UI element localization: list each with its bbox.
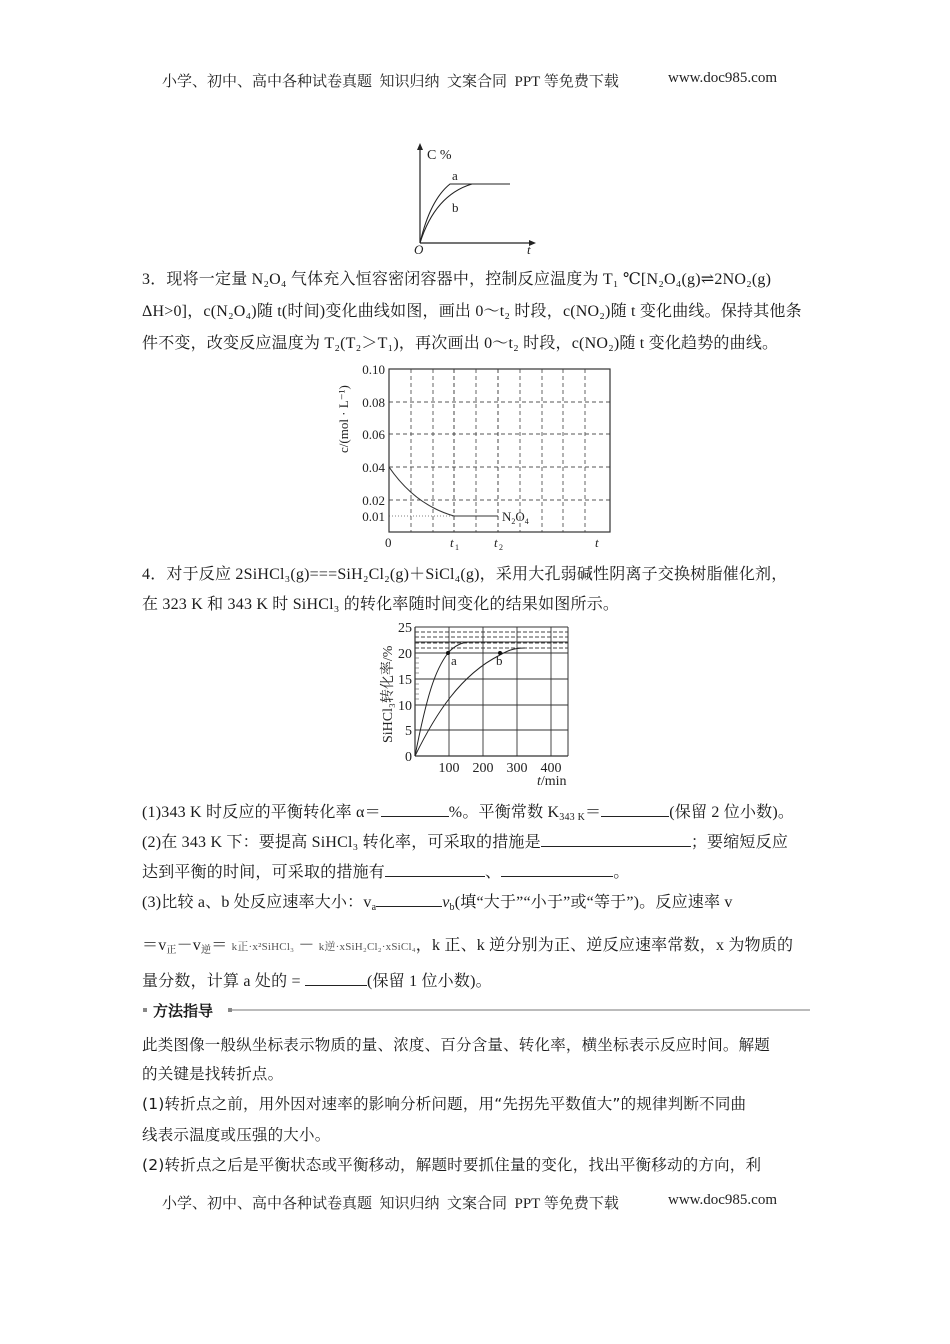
q4-sub2-line2: 达到平衡的时间，可采取的措施有 、 。 <box>142 864 630 881</box>
chart1-ylabel: C % <box>427 148 452 163</box>
chart3-ylabel: SiHCl₃转化率/% <box>381 645 396 743</box>
svg-text:200: 200 <box>472 761 494 776</box>
chart2-xtick-0: 0 <box>385 535 392 550</box>
chart2-ytick: 0.04 <box>362 460 385 475</box>
svg-text:5: 5 <box>405 724 412 739</box>
chart2-xtick-t2: t <box>494 535 498 550</box>
q4-sub3-line1: (3)比较 a、b 处反应速率大小：$v_a$ $v_b$(填“大于”“小于”或“等于”)。反应速率 v <box>142 894 733 913</box>
page-header-left: 小学、初中、高中各种试卷真题 知识归纳 文案合同 PPT 等免费下载 <box>162 74 619 90</box>
chart2-ytick: 0.08 <box>362 395 385 410</box>
chart2-ytick: 0.01 <box>362 509 385 524</box>
chart-sihcl3-conversion <box>375 615 580 790</box>
q4-sub3-formula: $=v_正-v_逆= k$正·x²SiHCl₃ － k逆·xSiH₂Cl₂·xSiCl₄，k 正、k 逆分别为正、逆反应速率常数，x 为物质的 <box>142 937 794 956</box>
chart3-xlabel: t/min <box>537 774 567 789</box>
method-bullet-left <box>143 1008 147 1012</box>
method-p1: 此类图像一般纵坐标表示物质的量、浓度、百分含量、转化率，横坐标表示反应时间。解题 <box>142 1036 771 1054</box>
method-p3: (1)转折点之前，用外因对速率的影响分析问题，用“先拐先平数值大”的规律判断不同曲 <box>142 1095 747 1113</box>
method-divider <box>232 1009 810 1011</box>
chart2-xtick-t1: t <box>450 535 454 550</box>
answer-blank-k[interactable] <box>601 802 669 817</box>
q3-line1: 3．现将一定量 N₂O₄ 气体充入恒容密闭容器中，控制反应温度为 T₁ ℃[N₂O₄(g)⇌2NO₂(g) <box>142 271 772 288</box>
svg-text:25: 25 <box>398 621 412 636</box>
page-footer-url: www.doc985.com <box>668 1192 778 1208</box>
chart2-xtick-t: t <box>595 535 599 550</box>
method-p2: 的关键是找转折点。 <box>142 1065 284 1083</box>
q3-line2: ΔH>0]，c(N₂O₄)随 t(时间)变化曲线如图，画出 0～t₂ 时段，c(NO₂)随 t 变化曲线。保持其他条 <box>142 303 802 320</box>
chart3-label-a: a <box>451 653 457 668</box>
chart1-origin: O <box>414 242 424 255</box>
method-p4: 线表示温度或压强的大小。 <box>142 1126 331 1144</box>
point-a <box>446 651 450 655</box>
answer-blank-ratio[interactable] <box>305 971 367 986</box>
q4-line1: 4．对于反应 2SiHCl₃(g)===SiH₂Cl₂(g)＋SiCl₄(g)，采用大孔弱碱性阴离子交换树脂催化剂， <box>142 566 788 583</box>
chart3-label-b: b <box>496 653 503 668</box>
answer-blank-measure-3[interactable] <box>501 862 613 877</box>
answer-blank-alpha[interactable] <box>381 802 449 817</box>
q4-line2: 在 323 K 和 343 K 时 SiHCl₃ 的转化率随时间变化的结果如图所示。 <box>142 596 620 613</box>
chart2-ytick: 0.02 <box>362 493 385 508</box>
chart1-label-b: b <box>452 200 459 215</box>
chart-n2o4-concentration <box>330 355 630 555</box>
q3-line3: 件不变，改变反应温度为 T₂(T₂＞T₁)，再次画出 0～t₂ 时段，c(NO₂)随 t 变化趋势的曲线。 <box>142 335 779 352</box>
q4-sub1: (1)343 K 时反应的平衡转化率 α＝ %。平衡常数 $K_{343 K}=$ (保留 2 位小数)。 <box>142 804 795 823</box>
chart2-ytick: 0.10 <box>362 362 385 377</box>
formula-term-reverse: k逆·xSiH₂Cl₂·xSiCl₄ <box>318 941 416 953</box>
chart2-series-label: $N_2O_4$ <box>502 509 529 526</box>
svg-text:2: 2 <box>499 543 503 552</box>
method-title: 方法指导 <box>153 1002 214 1020</box>
svg-text:15: 15 <box>398 673 412 688</box>
answer-blank-compare[interactable] <box>376 892 442 907</box>
svg-text:20: 20 <box>398 647 412 662</box>
svg-text:100: 100 <box>438 761 460 776</box>
page-header-url: www.doc985.com <box>668 70 778 86</box>
chart2-ylabel: c/(mol · L⁻¹) <box>336 385 351 453</box>
q4-sub2-line1: (2)在 343 K 下：要提高 SiHCl₃ 转化率，可采取的措施是 ；要缩短反应 <box>142 834 789 851</box>
svg-text:300: 300 <box>506 761 528 776</box>
formula-term-forward: k正·x²SiHCl₃ <box>231 941 295 953</box>
chart-c-percent <box>400 140 545 255</box>
chart1-xlabel: t <box>527 242 531 255</box>
svg-text:0: 0 <box>405 750 412 765</box>
chart1-label-a: a <box>452 168 458 183</box>
svg-text:10: 10 <box>398 699 412 714</box>
answer-blank-measure-2[interactable] <box>385 862 485 877</box>
svg-text:400: 400 <box>540 761 562 776</box>
method-p5: (2)转折点之后是平衡状态或平衡移动，解题时要抓住量的变化，找出平衡移动的方向，利 <box>142 1156 762 1174</box>
page-footer-left: 小学、初中、高中各种试卷真题 知识归纳 文案合同 PPT 等免费下载 <box>162 1196 619 1212</box>
answer-blank-measure[interactable] <box>541 832 691 847</box>
q4-sub3-line3: 量分数，计算 a 处的 = (保留 1 位小数)。 <box>142 973 492 990</box>
chart2-ytick: 0.06 <box>362 427 385 442</box>
svg-text:1: 1 <box>455 543 459 552</box>
